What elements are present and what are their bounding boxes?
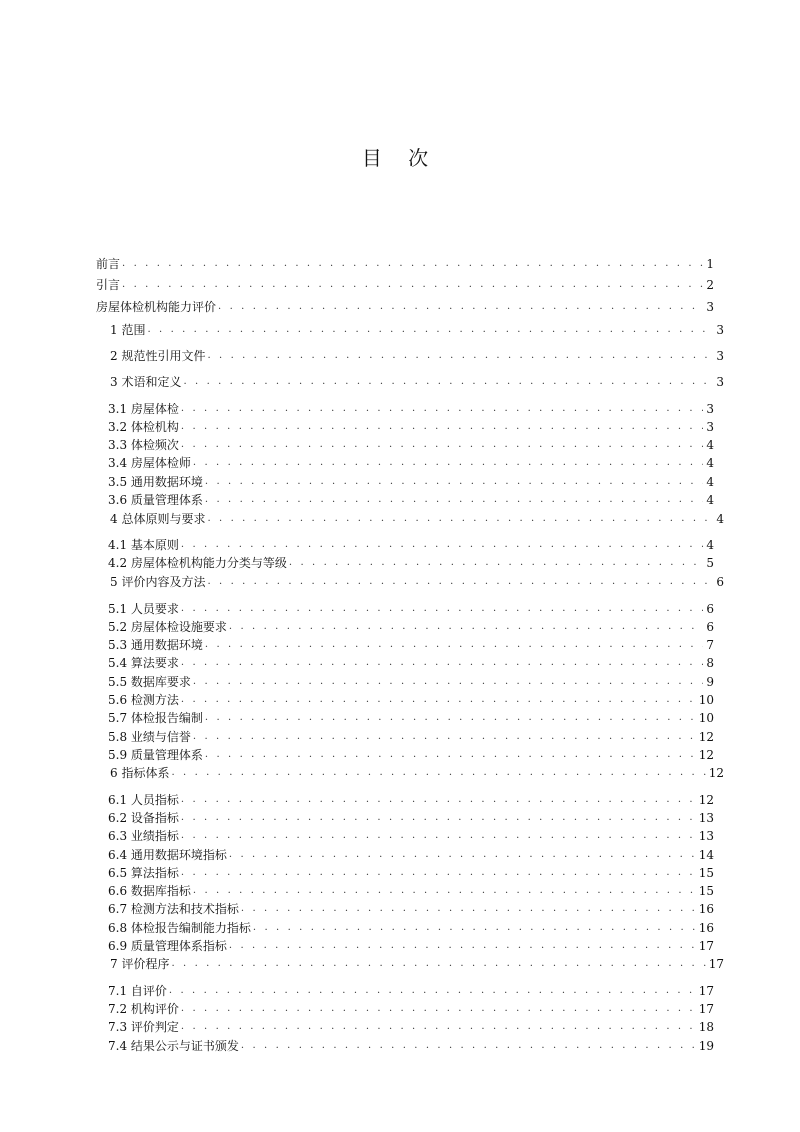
toc-entry-title: 5.7 体检报告编制 xyxy=(108,711,203,725)
toc-entry-title: 3.4 房屋体检师 xyxy=(108,456,191,470)
toc-page-number: 9 xyxy=(706,675,714,689)
dot-leader xyxy=(205,473,703,491)
dot-leader xyxy=(122,276,703,294)
dot-leader xyxy=(205,491,703,509)
dot-leader xyxy=(289,554,703,572)
toc-entry[interactable] xyxy=(108,1018,714,1036)
toc-page-number: 14 xyxy=(698,848,714,862)
toc-page-number: 6 xyxy=(706,620,714,634)
toc-page-number: 6 xyxy=(706,602,714,616)
toc-entry[interactable] xyxy=(96,276,714,294)
toc-entry[interactable] xyxy=(108,691,714,709)
toc-page-number: 13 xyxy=(698,811,714,825)
toc-entry-title: 5.2 房屋体检设施要求 xyxy=(108,620,227,634)
toc-entry[interactable] xyxy=(108,982,714,1000)
toc-entry[interactable] xyxy=(108,746,714,764)
dot-leader xyxy=(253,919,696,937)
toc-entry-title: 前言 xyxy=(96,257,121,271)
toc-page-number: 6 xyxy=(716,575,724,589)
dot-leader xyxy=(181,1000,696,1018)
toc-entry[interactable] xyxy=(110,373,724,391)
toc-entry[interactable] xyxy=(108,600,714,618)
toc-page-number: 5 xyxy=(706,556,714,570)
toc-page-number: 17 xyxy=(698,939,714,953)
dot-leader xyxy=(207,347,713,365)
dot-leader xyxy=(207,510,713,528)
toc-entry-title: 5.4 算法要求 xyxy=(108,656,179,670)
toc-entry[interactable] xyxy=(108,454,714,472)
toc-entry[interactable] xyxy=(110,510,724,528)
dot-leader xyxy=(122,255,703,273)
toc-entry-title: 7.3 评价判定 xyxy=(108,1020,179,1034)
toc-entry-title: 6.4 通用数据环境指标 xyxy=(108,848,227,862)
toc-page-number: 16 xyxy=(698,902,714,916)
dot-leader xyxy=(181,654,703,672)
toc-entry-title: 引言 xyxy=(96,278,121,292)
toc-entry[interactable] xyxy=(96,298,714,316)
toc-page-number: 12 xyxy=(708,766,724,780)
toc-page-number: 1 xyxy=(706,257,714,271)
toc-entry[interactable] xyxy=(108,536,714,554)
dot-leader xyxy=(205,636,703,654)
toc-page-number: 19 xyxy=(698,1039,714,1053)
dot-leader xyxy=(169,982,696,1000)
toc-entry-title: 5.6 检测方法 xyxy=(108,693,179,707)
toc-entry-title: 6.3 业绩指标 xyxy=(108,829,179,843)
toc-page-number: 4 xyxy=(706,493,714,507)
dot-leader xyxy=(229,846,696,864)
toc-entry-title: 6.1 人员指标 xyxy=(108,793,179,807)
toc-entry[interactable] xyxy=(108,418,714,436)
toc-page-number: 3 xyxy=(716,349,724,363)
dot-leader xyxy=(181,791,696,809)
toc-entry[interactable] xyxy=(108,827,714,845)
toc-entry[interactable] xyxy=(108,937,714,955)
toc-page-number: 15 xyxy=(698,866,714,880)
dot-leader xyxy=(181,600,703,618)
toc-page-number: 17 xyxy=(698,984,714,998)
toc-entry-title: 6.8 体检报告编制能力指标 xyxy=(108,921,251,935)
toc-page-number: 13 xyxy=(698,829,714,843)
toc-entry-title: 3.2 体检机构 xyxy=(108,420,179,434)
dot-leader xyxy=(241,900,696,918)
toc-page-number: 3 xyxy=(716,323,724,337)
toc-entry-title: 5 评价内容及方法 xyxy=(110,575,206,589)
toc-page-number: 2 xyxy=(706,278,714,292)
toc-page-number: 4 xyxy=(706,456,714,470)
dot-leader xyxy=(171,764,705,782)
toc-entry-title: 6.7 检测方法和技术指标 xyxy=(108,902,239,916)
dot-leader xyxy=(181,418,703,436)
toc-page-number: 3 xyxy=(716,375,724,389)
dot-leader xyxy=(181,536,703,554)
toc-entry[interactable] xyxy=(108,400,714,418)
dot-leader xyxy=(171,955,705,973)
toc-entry-title: 5.3 通用数据环境 xyxy=(108,638,203,652)
toc-entry[interactable] xyxy=(108,636,714,654)
toc-entry-title: 6.9 质量管理体系指标 xyxy=(108,939,227,953)
toc-page-number: 16 xyxy=(698,921,714,935)
toc-entry[interactable] xyxy=(108,709,714,727)
toc-entry-title: 5.8 业绩与信誉 xyxy=(108,730,191,744)
toc-entry-title: 3.3 体检频次 xyxy=(108,438,179,452)
dot-leader xyxy=(147,321,713,339)
dot-leader xyxy=(241,1037,696,1055)
dot-leader xyxy=(193,882,696,900)
toc-entry-title: 房屋体检机构能力评价 xyxy=(96,300,217,314)
toc-entry[interactable] xyxy=(108,491,714,509)
toc-page-number: 15 xyxy=(698,884,714,898)
toc-entry-title: 5.5 数据库要求 xyxy=(108,675,191,689)
toc-entry[interactable] xyxy=(108,864,714,882)
toc-entry-title: 5.9 质量管理体系 xyxy=(108,748,203,762)
toc-entry[interactable] xyxy=(110,764,724,782)
toc-entry-title: 3.1 房屋体检 xyxy=(108,402,179,416)
toc-entry[interactable] xyxy=(108,1000,714,1018)
toc-entry[interactable] xyxy=(110,573,724,591)
dot-leader xyxy=(229,618,703,636)
dot-leader xyxy=(229,937,696,955)
toc-entry-title: 6 指标体系 xyxy=(110,766,170,780)
toc-entry[interactable] xyxy=(108,618,714,636)
toc-entry[interactable] xyxy=(108,436,714,454)
toc-entry[interactable] xyxy=(96,255,714,273)
toc-entry-title: 7 评价程序 xyxy=(110,957,170,971)
dot-leader xyxy=(205,709,696,727)
toc-page-number: 3 xyxy=(706,402,714,416)
toc-page-number: 12 xyxy=(698,748,714,762)
toc-entry[interactable] xyxy=(108,1037,714,1055)
toc-entry[interactable] xyxy=(108,654,714,672)
dot-leader xyxy=(218,298,703,316)
toc-page-number: 17 xyxy=(708,957,724,971)
toc-entry[interactable] xyxy=(108,673,714,691)
toc-entry-title: 7.4 结果公示与证书颁发 xyxy=(108,1039,239,1053)
toc-page-number: 4 xyxy=(706,438,714,452)
toc-entry[interactable] xyxy=(108,554,714,572)
dot-leader xyxy=(181,809,696,827)
dot-leader xyxy=(181,436,703,454)
toc-entry-title: 7.2 机构评价 xyxy=(108,1002,179,1016)
toc-entry-title: 3.6 质量管理体系 xyxy=(108,493,203,507)
dot-leader xyxy=(183,373,713,391)
toc-entry[interactable] xyxy=(108,791,714,809)
toc-page-number: 7 xyxy=(706,638,714,652)
toc-entry[interactable] xyxy=(108,846,714,864)
toc-page-number: 4 xyxy=(706,475,714,489)
toc-page-number: 3 xyxy=(706,300,714,314)
toc-entry[interactable] xyxy=(108,809,714,827)
toc-entry[interactable] xyxy=(108,473,714,491)
dot-leader xyxy=(207,573,713,591)
toc-entry-title: 6.2 设备指标 xyxy=(108,811,179,825)
dot-leader xyxy=(181,1018,696,1036)
toc-entry-title: 7.1 自评价 xyxy=(108,984,167,998)
dot-leader xyxy=(193,454,703,472)
toc-page-number: 12 xyxy=(698,730,714,744)
toc-entry-title: 4.1 基本原则 xyxy=(108,538,179,552)
toc-entry[interactable] xyxy=(110,321,724,339)
toc-page-number: 12 xyxy=(698,793,714,807)
toc-entry-title: 2 规范性引用文件 xyxy=(110,349,206,363)
toc-page-number: 18 xyxy=(698,1020,714,1034)
dot-leader xyxy=(181,827,696,845)
toc-page-number: 10 xyxy=(698,711,714,725)
toc-page-number: 17 xyxy=(698,1002,714,1016)
toc-entry[interactable] xyxy=(108,728,714,746)
toc-entry-title: 1 范围 xyxy=(110,323,146,337)
toc-entry[interactable] xyxy=(110,955,724,973)
toc-entry[interactable] xyxy=(110,347,724,365)
toc-page-number: 4 xyxy=(706,538,714,552)
toc-page-number: 3 xyxy=(706,420,714,434)
dot-leader xyxy=(181,691,696,709)
dot-leader xyxy=(181,400,703,418)
dot-leader xyxy=(205,746,696,764)
toc-entry-title: 4.2 房屋体检机构能力分类与等级 xyxy=(108,556,287,570)
toc-entry[interactable] xyxy=(108,900,714,918)
dot-leader xyxy=(181,864,696,882)
toc-page-number: 4 xyxy=(716,512,724,526)
toc-entry-title: 6.6 数据库指标 xyxy=(108,884,191,898)
toc-entry-title: 5.1 人员要求 xyxy=(108,602,179,616)
dot-leader xyxy=(193,673,703,691)
toc-entry[interactable] xyxy=(108,919,714,937)
toc-entry[interactable] xyxy=(108,882,714,900)
toc-page-number: 8 xyxy=(706,656,714,670)
toc-entry-title: 6.5 算法指标 xyxy=(108,866,179,880)
toc-entry-title: 3 术语和定义 xyxy=(110,375,182,389)
page-title: 目 次 xyxy=(361,146,439,170)
toc-entry-title: 4 总体原则与要求 xyxy=(110,512,206,526)
dot-leader xyxy=(193,728,696,746)
toc-entry-title: 3.5 通用数据环境 xyxy=(108,475,203,489)
toc-page-number: 10 xyxy=(698,693,714,707)
